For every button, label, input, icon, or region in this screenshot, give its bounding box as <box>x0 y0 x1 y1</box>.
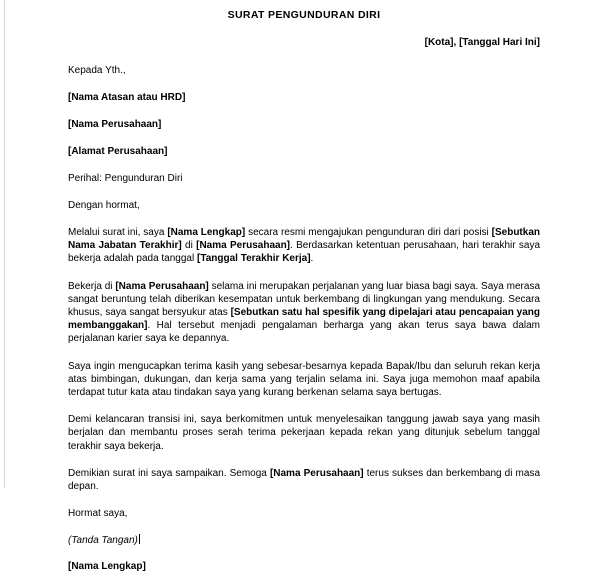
p4-text-1: Demi kelancaran transisi ini, saya berkomitmen untuk menyelesaikan tanggung jawab saya yang masih berjalan dan membantu proses serah terima pekerjaan kepada rekan yang ditunjuk sebelum tanggal terakhir saya bekerja. <box>68 414 540 452</box>
body-paragraph-2 <box>68 266 540 346</box>
p3-text-1: Saya ingin mengucapkan terima kasih yang sebesar-besarnya kepada Bapak/Ibu dan seluruh rekan kerja atas bimbingan, dukungan, dan kerja sama yang terjalin selama ini. Saya juga memohon maaf apabila terdapat tutur kata atau tindakan saya yang kurang berkenan selama saya bertugas. <box>68 360 540 399</box>
p1-text-1: Melalui surat ini, saya <box>68 227 168 238</box>
p2-text-3: . Hal tersebut menjadi pengalaman berharga yang akan terus saya bawa dalam perjalanan karier saya ke depannya. <box>68 320 540 345</box>
p5-text-2: terus sukses dan berkembang di masa depan. <box>68 467 541 493</box>
closing-regards: Hormat saya, <box>68 508 128 520</box>
recipient-company-placeholder: [Nama Perusahaan] <box>68 119 162 130</box>
date-line: [Kota], [Tanggal Hari Ini] <box>424 37 540 48</box>
recipient-name-placeholder: [Nama Atasan atau HRD] <box>68 92 186 103</box>
p5-text-1: Demikian surat ini saya sampaikan. Semoga <box>68 467 270 479</box>
page-title: SURAT PENGUNDURAN DIRI <box>227 9 381 21</box>
p2-placeholder-achievement: [Sebutkan satu hal spesifik yang dipelajari atau pencapaian yang membanggakan] <box>68 307 541 332</box>
signer-name-placeholder: [Nama Lengkap] <box>68 561 146 573</box>
signature-placeholder: (Tanda Tangan) <box>68 535 138 547</box>
letter-subject: Perihal: Pengunduran Diri <box>68 173 183 184</box>
p1-text-5: . <box>310 253 314 265</box>
document-content[interactable] <box>68 0 540 573</box>
p1-text-3: di <box>181 240 197 252</box>
p2-text-2: selama ini merupakan perjalanan yang luar biasa bagi saya. Saya merasa sangat beruntung telah diberikan kesempatan untuk berkembang di lingkungan yang mendukung. Secara khusus, saya sangat bersyukur atas <box>68 280 541 319</box>
p5-placeholder-company: [Nama Perusahaan] <box>269 467 364 479</box>
p1-placeholder-company: [Nama Perusahaan] <box>196 240 291 252</box>
recipient-salutation: Kepada Yth., <box>68 65 126 76</box>
recipient-address-placeholder: [Alamat Perusahaan] <box>68 146 168 157</box>
text-caret <box>139 534 140 544</box>
p2-placeholder-company: [Nama Perusahaan] <box>115 280 209 292</box>
body-paragraph-1 <box>68 212 540 266</box>
p2-text-1: Bekerja di <box>68 280 116 292</box>
p1-text-2: secara resmi mengajukan pengunduran diri dari posisi <box>245 227 492 238</box>
body-paragraph-4 <box>68 399 540 453</box>
p1-placeholder-job-title: [Sebutkan Nama Jabatan Terakhir] <box>68 227 540 252</box>
signature-line <box>68 520 540 547</box>
p1-placeholder-full-name: [Nama Lengkap] <box>167 227 246 238</box>
letter-opening: Dengan hormat, <box>68 200 140 211</box>
p1-placeholder-last-work-date: [Tanggal Terakhir Kerja] <box>197 253 311 265</box>
body-paragraph-3 <box>68 346 540 400</box>
page-left-rule <box>4 0 5 488</box>
p1-text-4: . Berdasarkan ketentuan perusahaan, hari terakhir saya bekerja adalah pada tanggal <box>68 240 541 265</box>
body-paragraph-5 <box>68 453 540 493</box>
